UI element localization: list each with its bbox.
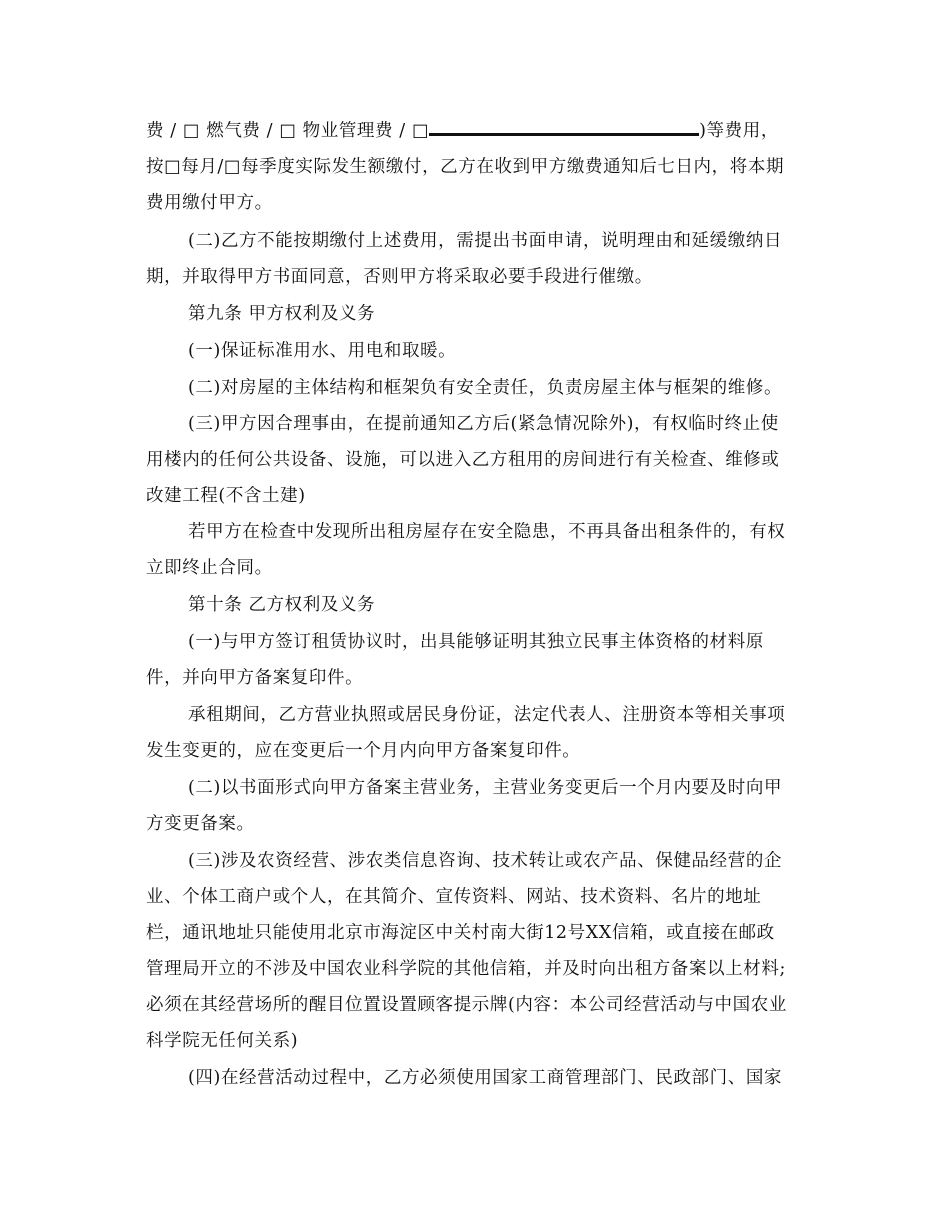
text-line: 改建工程(不含土建) bbox=[146, 486, 306, 506]
text-line: 期，并取得甲方书面同意，否则甲方将采取必要手段进行催缴。 bbox=[146, 267, 653, 287]
paragraph-start: (二)乙方不能按期缴付上述费用，需提出书面申请，说明理由和延缓缴纳日 bbox=[188, 231, 783, 251]
text-line-fee-types bbox=[146, 119, 779, 143]
paragraph-start: 若甲方在检查中发现所出租房屋存在安全隐患，不再具备出租条件的，有权 bbox=[188, 522, 786, 542]
paragraph-start: (二)对房屋的主体结构和框架负有安全责任，负责房屋主体与框架的维修。 bbox=[188, 378, 783, 398]
text-line: 按□每月/□每季度实际发生额缴付，乙方在收到甲方缴费通知后七日内，将本期 bbox=[146, 157, 785, 177]
text-line: 栏，通讯地址只能使用北京市海淀区中关村南大街12号XX信箱，或直接在邮政 bbox=[146, 923, 775, 943]
paragraph-start: (一)保证标准用水、用电和取暖。 bbox=[188, 341, 457, 361]
text-line: 件，并向甲方备案复印件。 bbox=[146, 668, 364, 688]
paragraph-start: 承租期间，乙方营业执照或居民身份证，法定代表人、注册资本等相关事项 bbox=[188, 705, 786, 725]
fill-in-blank bbox=[429, 120, 699, 136]
section-heading-article-10: 第十条 乙方权利及义务 bbox=[188, 595, 376, 615]
paragraph-start: (二)以书面形式向甲方备案主营业务，主营业务变更后一个月内要及时向甲 bbox=[188, 778, 783, 798]
text-line: 方变更备案。 bbox=[146, 814, 255, 834]
text-line: 科学院无任何关系) bbox=[146, 1031, 299, 1051]
text-line: 业、个体工商户或个人，在其简介、宣传资料、网站、技术资料、名片的地址 bbox=[146, 887, 762, 907]
text-line: 用楼内的任何公共设备、设施，可以进入乙方租用的房间进行有关检查、维修或 bbox=[146, 450, 780, 470]
fee-types-suffix: )等费用， bbox=[699, 121, 779, 141]
text-line: 管理局开立的不涉及中国农业科学院的其他信箱，并及时向出租方备案以上材料; bbox=[146, 959, 786, 979]
section-heading-article-9: 第九条 甲方权利及义务 bbox=[188, 304, 376, 324]
text-line: 发生变更的，应在变更后一个月内向甲方备案复印件。 bbox=[146, 741, 581, 761]
paragraph-start: (三)甲方因合理事由，在提前通知乙方后(紧急情况除外)，有权临时终止使 bbox=[188, 414, 779, 434]
paragraph-start: (三)涉及农资经营、涉农类信息咨询、技术转让或农产品、保健品经营的企 bbox=[188, 851, 783, 871]
paragraph-start: (四)在经营活动过程中，乙方必须使用国家工商管理部门、民政部门、国家 bbox=[188, 1068, 783, 1088]
text-line: 必须在其经营场所的醒目位置设置顾客提示牌(内容：本公司经营活动与中国农业 bbox=[146, 995, 787, 1015]
text-line: 立即终止合同。 bbox=[146, 558, 273, 578]
fee-types-text: 费 / □ 燃气费 / □ 物业管理费 / □ bbox=[146, 121, 430, 141]
text-line: 费用缴付甲方。 bbox=[146, 193, 273, 213]
paragraph-start: (一)与甲方签订租赁协议时，出具能够证明其独立民事主体资格的材料原 bbox=[188, 632, 764, 652]
